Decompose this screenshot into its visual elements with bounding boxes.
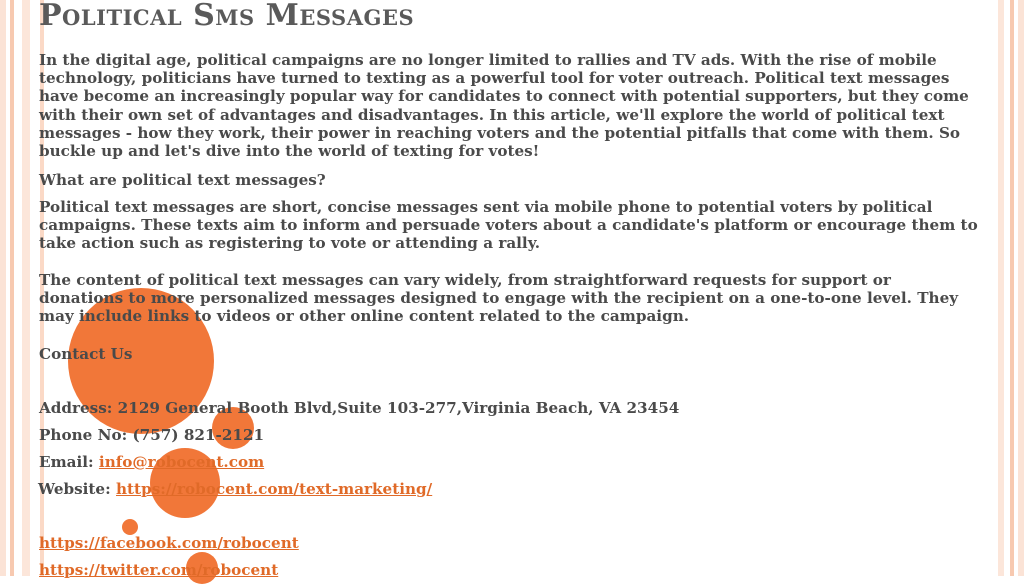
facebook-row: [39, 534, 299, 552]
right-decorative-stripes: [990, 0, 1024, 576]
contact-email: [39, 453, 264, 471]
section-heading: What are political text messages?: [39, 171, 326, 189]
facebook-link[interactable]: https://facebook.com/robocent: [39, 534, 299, 552]
twitter-row: [39, 561, 278, 579]
contact-heading: Contact Us: [39, 345, 133, 363]
website-link[interactable]: https://robocent.com/text-marketing/: [116, 480, 433, 498]
contact-phone: Phone No: (757) 821-2121: [39, 426, 265, 444]
twitter-link[interactable]: https://twitter.com/robocent: [39, 561, 279, 579]
definition-paragraph-1: Political text messages are short, concise messages sent via mobile phone to potential voters by political campaigns. These texts aim to inform and persuade voters about a candidate's platform or encourage them to take action such as registering to vote or attending a rally.: [39, 198, 978, 253]
page-title: Political Sms Messages: [39, 0, 415, 33]
definition-paragraph-2: The content of political text messages can vary widely, from straightforward requests for support or donations to more personalized messages designed to engage with the recipient on a one-to-one level. They may include links to videos or other online content related to the campaign.: [39, 271, 959, 326]
email-link[interactable]: info@robocent.com: [98, 453, 265, 471]
intro-paragraph: In the digital age, political campaigns are no longer limited to rallies and TV ads. With the rise of mobile technology, politicians have turned to texting as a powerful tool for voter outreach. Political text messages have become an increasingly popular way for candidates to connect with potential supporters, but they come with their own set of advantages and disadvantages. In this article, we'll explore the world of political text messages - how they work, their power in reaching voters and the potential pitfalls that come with them. So buckle up and let's dive into the world of texting for votes!: [39, 51, 969, 161]
contact-website: [38, 480, 432, 498]
contact-address: Address: 2129 General Booth Blvd,Suite 103-277,Virginia Beach, VA 23454: [39, 399, 680, 417]
decorative-circle-tiny: [122, 519, 138, 535]
website-label: Website:: [38, 480, 116, 498]
email-label: Email:: [39, 453, 99, 471]
